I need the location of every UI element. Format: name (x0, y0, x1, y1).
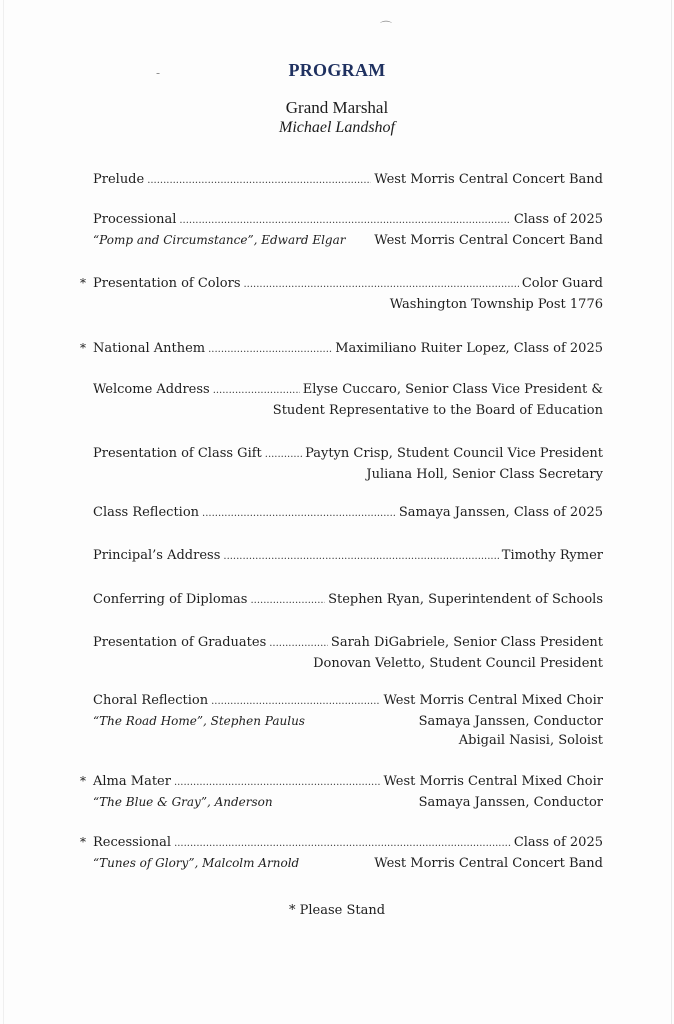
program-item-performer: West Morris Central Mixed Choir (383, 774, 603, 789)
program-line (93, 505, 603, 526)
program-item-performer: Sarah DiGabriele, Senior Class President (330, 635, 603, 650)
please-stand-note: * Please Stand (288, 903, 386, 918)
program-item-detail: West Morris Central Concert Band (374, 233, 603, 248)
program-item (80, 341, 603, 362)
program-item (93, 505, 603, 526)
program-subline (93, 467, 603, 486)
dot-leader (202, 508, 396, 519)
program-line (93, 341, 603, 362)
dot-leader (174, 838, 511, 849)
program-item (93, 172, 603, 193)
dot-leader (250, 595, 325, 606)
program-item-label: Class Reflection (93, 505, 200, 520)
program-item-performer: Class of 2025 (513, 835, 603, 850)
ink-scribble: ⌒ (380, 20, 393, 34)
program-line (93, 774, 603, 795)
program-item-performer: West Morris Central Mixed Choir (383, 693, 603, 708)
program-item-performer: Elyse Cuccaro, Senior Class Vice President & (302, 382, 603, 397)
program-line (93, 382, 603, 403)
musical-work: “Tunes of Glory”, Malcolm Arnold (93, 856, 300, 870)
program-item-label: Principal’s Address (93, 548, 221, 563)
program-item-label: Recessional (93, 835, 172, 850)
program-subline (93, 403, 603, 422)
program-item (93, 693, 603, 752)
program-line (93, 548, 603, 569)
program-item-label: National Anthem (93, 341, 206, 356)
program-subline (93, 795, 603, 814)
program-line (93, 592, 603, 613)
program-item (93, 635, 603, 675)
program-subline (93, 297, 603, 316)
program-item (93, 446, 603, 486)
dot-leader (174, 777, 381, 788)
program-line (93, 446, 603, 467)
program-line (93, 693, 603, 714)
dot-leader (179, 215, 510, 226)
program-item-performer: Stephen Ryan, Superintendent of Schools (328, 592, 603, 607)
musical-work: “The Road Home”, Stephen Paulus (93, 714, 305, 728)
program-subline (93, 733, 603, 752)
program-item-detail: West Morris Central Concert Band (374, 856, 603, 871)
ink-speck: - (156, 66, 161, 80)
program-item-detail: Samaya Janssen, Conductor (418, 795, 603, 810)
stand-marker: * (80, 341, 86, 355)
program-item-detail: Abigail Nasisi, Soloist (458, 733, 603, 748)
grand-marshal-heading: Grand Marshal (285, 98, 389, 117)
program-item-label: Processional (93, 212, 177, 227)
program-line (93, 635, 603, 656)
musical-work: “The Blue & Gray”, Anderson (93, 795, 273, 809)
program-item-performer: Color Guard (521, 276, 603, 291)
dot-leader (265, 449, 302, 460)
program-item-performer: Samaya Janssen, Class of 2025 (398, 505, 603, 520)
program-item-label: Prelude (93, 172, 145, 187)
dot-leader (244, 279, 519, 290)
program-item (93, 592, 603, 613)
page-edge-right (671, 0, 672, 1024)
program-item-performer: Paytyn Crisp, Student Council Vice President (305, 446, 603, 461)
program-item (80, 774, 603, 814)
program-item (80, 276, 603, 316)
dot-leader (147, 175, 371, 186)
page-edge-left (3, 0, 4, 1024)
program-item-detail: Washington Township Post 1776 (389, 297, 603, 312)
program-item-label: Alma Mater (93, 774, 171, 789)
program-line (93, 172, 603, 193)
program-item (93, 548, 603, 569)
program-item (80, 835, 603, 875)
program-subline (93, 656, 603, 675)
musical-work: “Pomp and Circumstance”, Edward Elgar (93, 233, 346, 247)
program-item-performer: West Morris Central Concert Band (374, 172, 603, 187)
grand-marshal-name: Michael Landshof (279, 119, 395, 136)
program-item-label: Choral Reflection (93, 693, 209, 708)
dot-leader (223, 551, 498, 562)
program-item-performer: Maximiliano Ruiter Lopez, Class of 2025 (335, 341, 603, 356)
program-subline (93, 714, 603, 733)
stand-marker: * (80, 774, 86, 788)
program-item-performer: Timothy Rymer (501, 548, 603, 563)
program-line (93, 835, 603, 856)
program-line (93, 212, 603, 233)
program-title: PROGRAM (288, 60, 386, 80)
program-item (93, 382, 603, 422)
program-subline (93, 856, 603, 875)
dot-leader (213, 385, 300, 396)
program-item (93, 212, 603, 252)
program-item-label: Presentation of Graduates (93, 635, 267, 650)
program-item-performer: Class of 2025 (513, 212, 603, 227)
program-item-label: Welcome Address (93, 382, 210, 397)
program-item-detail: Samaya Janssen, Conductor (418, 714, 603, 729)
program-item-detail: Donovan Veletto, Student Council President (313, 656, 603, 671)
stand-marker: * (80, 276, 86, 290)
dot-leader (211, 696, 380, 707)
program-item-label: Conferring of Diplomas (93, 592, 248, 607)
stand-marker: * (80, 835, 86, 849)
dot-leader (208, 344, 332, 355)
program-item-label: Presentation of Colors (93, 276, 241, 291)
program-subline (93, 233, 603, 252)
program-item-detail: Student Representative to the Board of Education (272, 403, 603, 418)
program-item-label: Presentation of Class Gift (93, 446, 262, 461)
dot-leader (269, 638, 328, 649)
program-line (93, 276, 603, 297)
program-item-detail: Juliana Holl, Senior Class Secretary (366, 467, 603, 482)
